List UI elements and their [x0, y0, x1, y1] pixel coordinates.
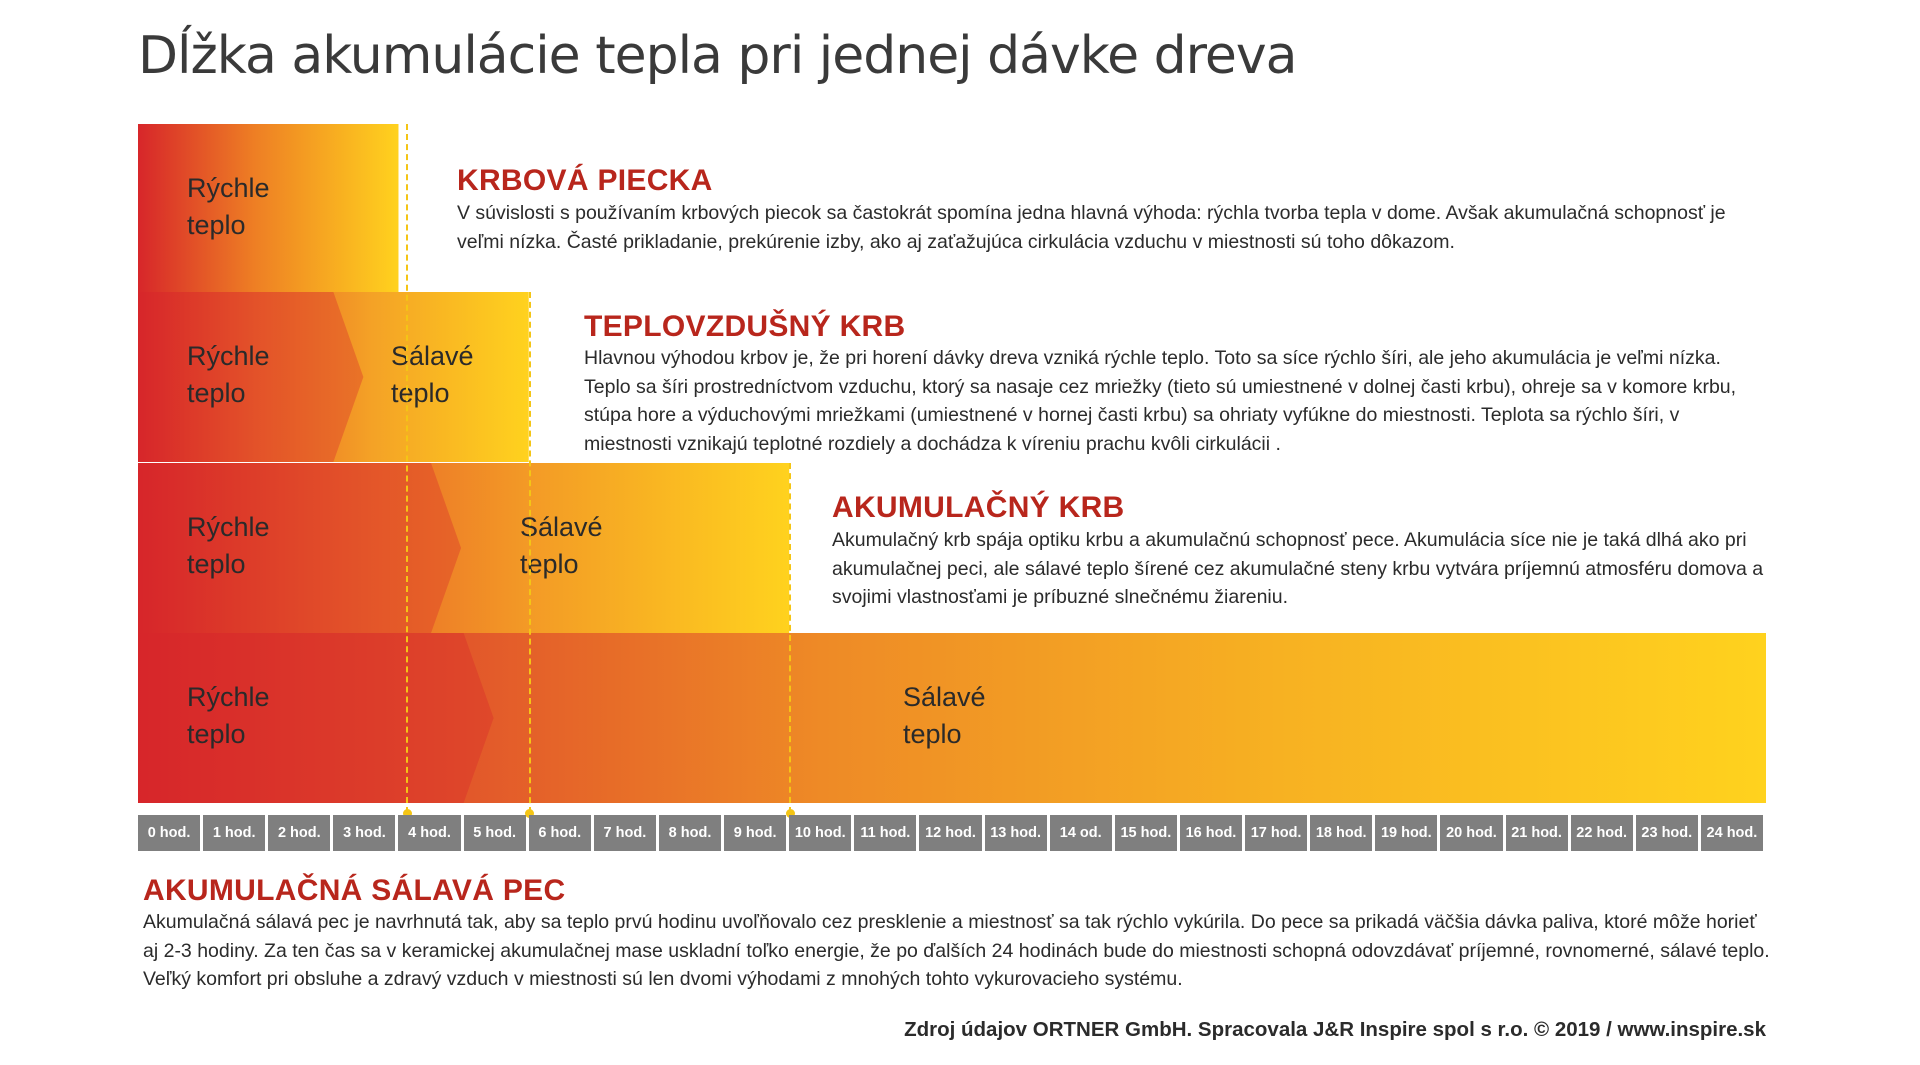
section-title-akumulacna-salava-pec: AKUMULAČNÁ SÁLAVÁ PEC — [143, 874, 566, 907]
page-title: Dĺžka akumulácie tepla pri jednej dávke dreva — [138, 26, 1297, 86]
duration-marker-line — [406, 124, 408, 813]
radiant-heat-label: Sálavé teplo — [391, 341, 474, 408]
section-text-akumulacna-salava-pec: Akumulačná sálavá pec je navrhnutá tak, aby sa teplo prvú hodinu uvoľňovalo cez presklenie a miestnosť sa tak rýchlo vykúrila. Do pece sa prikadá väčšia dávka paliva, ktoré môže horieť aj 2-3 hodiny. Za ten čas sa v keramickej akumulačnej mase uskladní toľko energie, že po ďalších 24 hodinách bude do miestnosti schopná odovzdávať príjemné, rovnomerné, sálavé teplo. Veľký komfort pri obsluhe a zdravý vzduch v miestnosti sú len dvomi výhodami z mnohých tohto vykurovacieho systému. — [143, 911, 1770, 990]
section-text-akumulacny-krb: Akumulačný krb spája optiku krbu a akumulačnú schopnosť pece. Akumulácia síce nie je taká dlhá ako pri akumulačnej peci, ale sálavé teplo šírené cez akumulačné steny krbu vytvára príjemnú atmosféru domova a svojimi vlastnosťami je príbuzné slnečnému žiareniu. — [832, 529, 1764, 608]
duration-marker-line — [529, 292, 531, 813]
axis-tick-label: 9 hod. — [724, 815, 786, 851]
section-title-teplovzdusny-krb: TEPLOVZDUŠNÝ KRB — [584, 310, 906, 343]
axis-tick-label: 1 hod. — [203, 815, 265, 851]
axis-tick-label: 6 hod. — [529, 815, 591, 851]
time-axis — [138, 815, 1766, 851]
axis-tick-label: 12 hod. — [919, 815, 981, 851]
axis-tick-label: 15 hod. — [1115, 815, 1177, 851]
axis-tick-label: 4 hod. — [398, 815, 460, 851]
axis-tick-label: 5 hod. — [464, 815, 526, 851]
axis-tick-label: 24 hod. — [1701, 815, 1763, 851]
axis-tick-label: 3 hod. — [333, 815, 395, 851]
axis-tick-label: 18 hod. — [1310, 815, 1372, 851]
axis-tick-label: 10 hod. — [789, 815, 851, 851]
axis-tick-label: 13 hod. — [985, 815, 1047, 851]
axis-tick-label: 17 hod. — [1245, 815, 1307, 851]
axis-tick-label: 22 hod. — [1571, 815, 1633, 851]
section-text-teplovzdusny-krb: Hlavnou výhodou krbov je, že pri horení dávky dreva vzniká rýchle teplo. Toto sa síce rýchlo šíri, ale jeho akumulácia je veľmi nízka. Teplo sa šíri prostredníctvom vzduchu, ktorý sa nasaje cez mriežky (tieto sú umiestnené v dolnej časti krbu), ohreje sa v komore krbu, stúpa hore a výduchovými mriežkami (umiestnené v hornej časti krbu) sa ohriaty vyfúkne do miestnosti. Teplota sa rýchlo šíri, v miestnosti vznikajú teplotné rozdiely a dochádza k víreniu prachu kvôli cirkulácii . — [584, 347, 1737, 455]
quick-heat-label: Rýchle teplo — [187, 173, 270, 240]
radiant-heat-label: Sálavé teplo — [903, 682, 986, 749]
radiant-heat-label: Sálavé teplo — [520, 512, 603, 579]
axis-tick-label: 14 od. — [1050, 815, 1112, 851]
axis-tick-label: 16 hod. — [1180, 815, 1242, 851]
axis-tick-label: 23 hod. — [1636, 815, 1698, 851]
section-title-krbova-piecka: KRBOVÁ PIECKA — [457, 164, 713, 197]
quick-heat-label: Rýchle teplo — [187, 341, 270, 408]
source-credit: Zdroj údajov ORTNER GmbH. Spracovala J&R Inspire spol s r.o. © 2019 / www.inspire.sk — [904, 1018, 1766, 1041]
axis-tick-label: 0 hod. — [138, 815, 200, 851]
axis-tick-label: 11 hod. — [854, 815, 916, 851]
axis-tick-label: 7 hod. — [594, 815, 656, 851]
axis-tick-label: 8 hod. — [659, 815, 721, 851]
axis-tick-label: 20 hod. — [1440, 815, 1502, 851]
quick-heat-label: Rýchle teplo — [187, 512, 270, 579]
axis-tick-label: 21 hod. — [1506, 815, 1568, 851]
axis-tick-label: 2 hod. — [268, 815, 330, 851]
duration-marker-line — [789, 463, 791, 813]
section-title-akumulacny-krb: AKUMULAČNÝ KRB — [832, 491, 1125, 524]
axis-tick-label: 19 hod. — [1375, 815, 1437, 851]
quick-heat-label: Rýchle teplo — [187, 682, 270, 749]
section-text-krbova-piecka: V súvislosti s používaním krbových piecok sa častokrát spomína jedna hlavná výhoda: rýchla tvorba tepla v dome. Avšak akumulačná schopnosť je veľmi nízka. Časté prikladanie, prekúrenie izby, ako aj zaťažujúca cirkulácia vzduchu v miestnosti sú toho dôkazom. — [457, 202, 1726, 253]
